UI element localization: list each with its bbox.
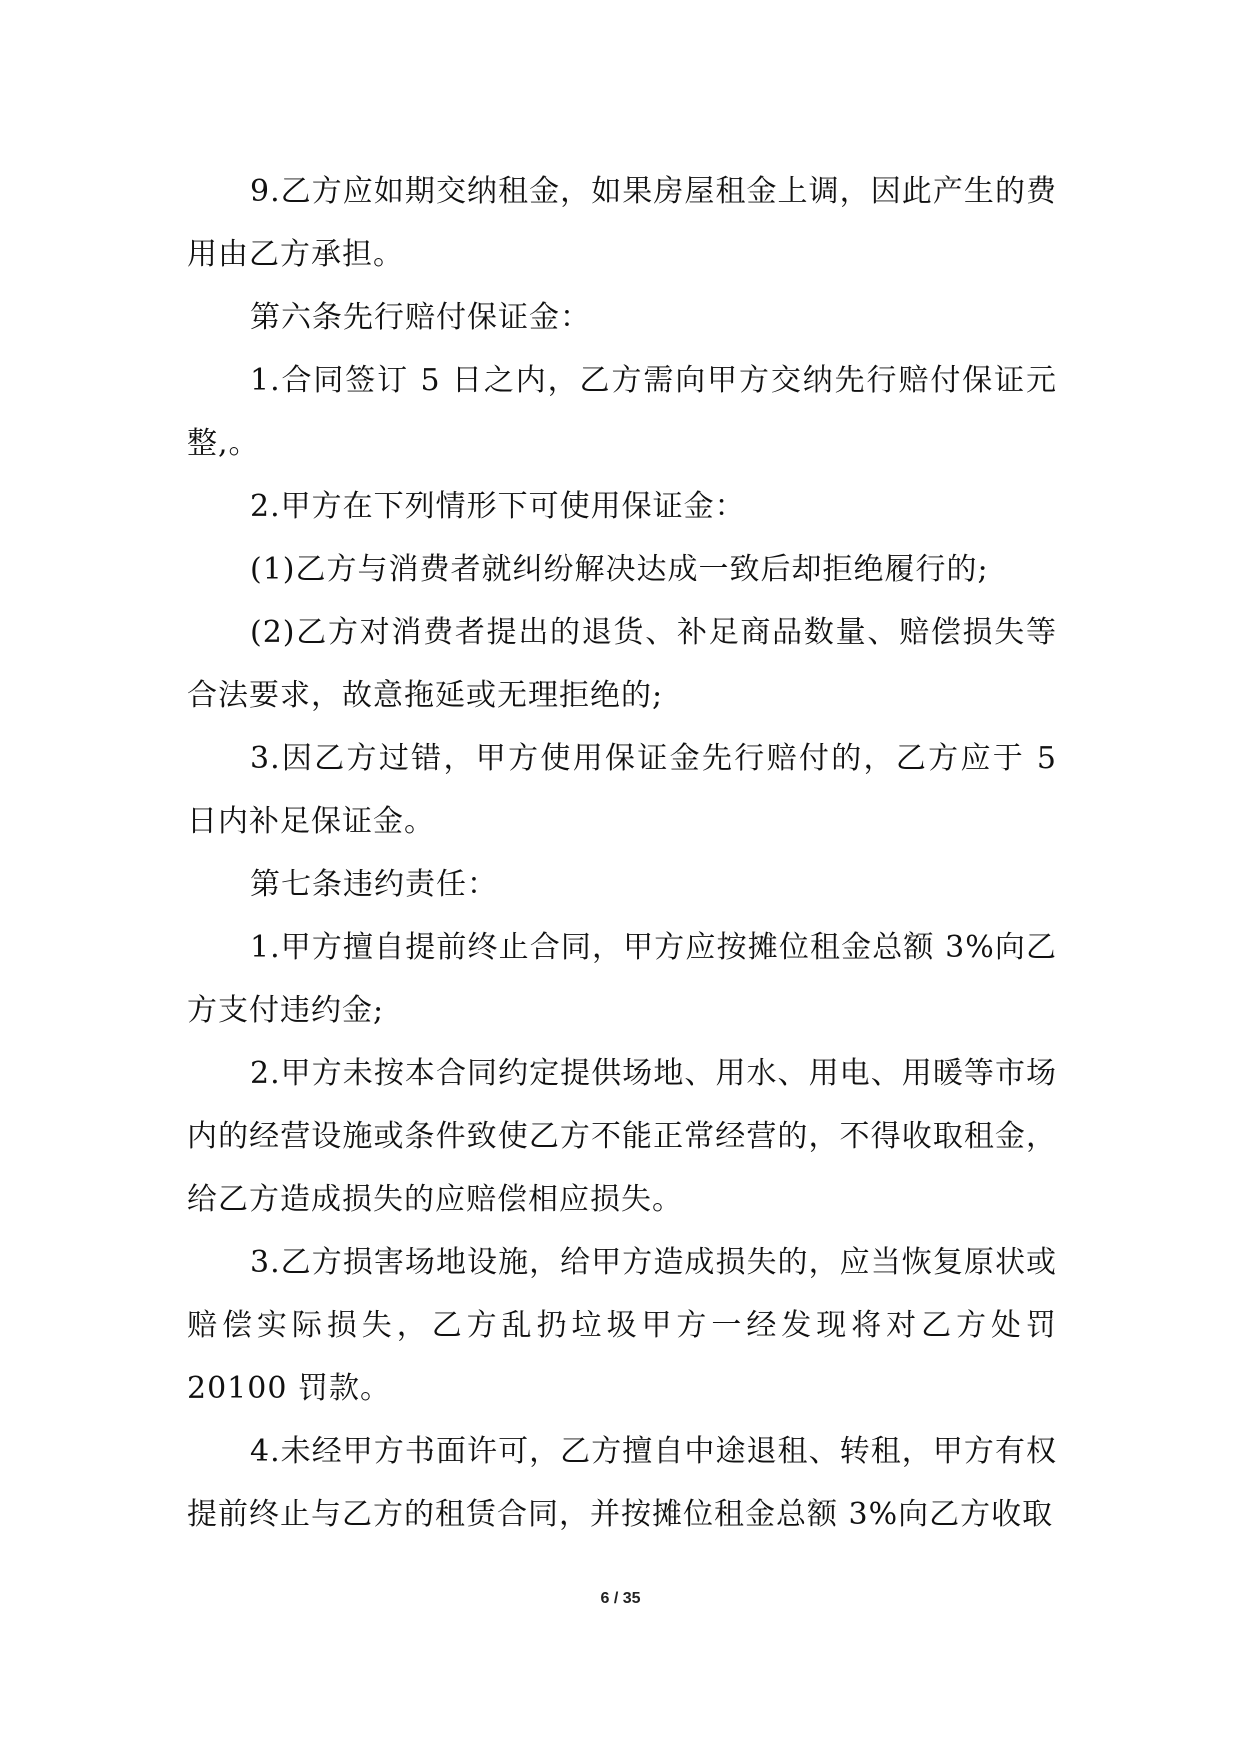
paragraph: 1.甲方擅自提前终止合同，甲方应按摊位租金总额 3%向乙方支付违约金; — [187, 930, 1057, 1028]
section-heading: 第七条违约责任： — [250, 867, 498, 902]
paragraph: 4.未经甲方书面许可，乙方擅自中途退租、转租，甲方有权提前终止与乙方的租赁合同，并按摊位租金总额 3%向乙方收取 — [187, 1434, 1057, 1532]
document-body — [187, 160, 1057, 1546]
paragraph: 1.合同签订 5 日之内，乙方需向甲方交纳先行赔付保证元整,。 — [187, 363, 1057, 461]
paragraph: 3.乙方损害场地设施，给甲方造成损失的，应当恢复原状或赔偿实际损失，乙方乱扔垃圾甲方一经发现将对乙方处罚 20100 罚款。 — [187, 1245, 1057, 1406]
paragraph: 2.甲方在下列情形下可使用保证金： — [250, 489, 746, 524]
paragraph: 2.甲方未按本合同约定提供场地、用水、用电、用暖等市场内的经营设施或条件致使乙方不能正常经营的，不得收取租金，给乙方造成损失的应赔偿相应损失。 — [187, 1056, 1057, 1217]
section-heading: 第六条先行赔付保证金： — [250, 300, 591, 335]
paragraph: 3.因乙方过错，甲方使用保证金先行赔付的，乙方应于 5 日内补足保证金。 — [187, 741, 1057, 839]
paragraph: (1)乙方与消费者就纠纷解决达成一致后却拒绝履行的; — [250, 552, 989, 587]
paragraph: 9.乙方应如期交纳租金，如果房屋租金上调，因此产生的费用由乙方承担。 — [187, 174, 1057, 272]
paragraph: (2)乙方对消费者提出的退货、补足商品数量、赔偿损失等合法要求，故意拖延或无理拒绝的; — [187, 615, 1057, 713]
page-number: 6 / 35 — [600, 1590, 641, 1607]
